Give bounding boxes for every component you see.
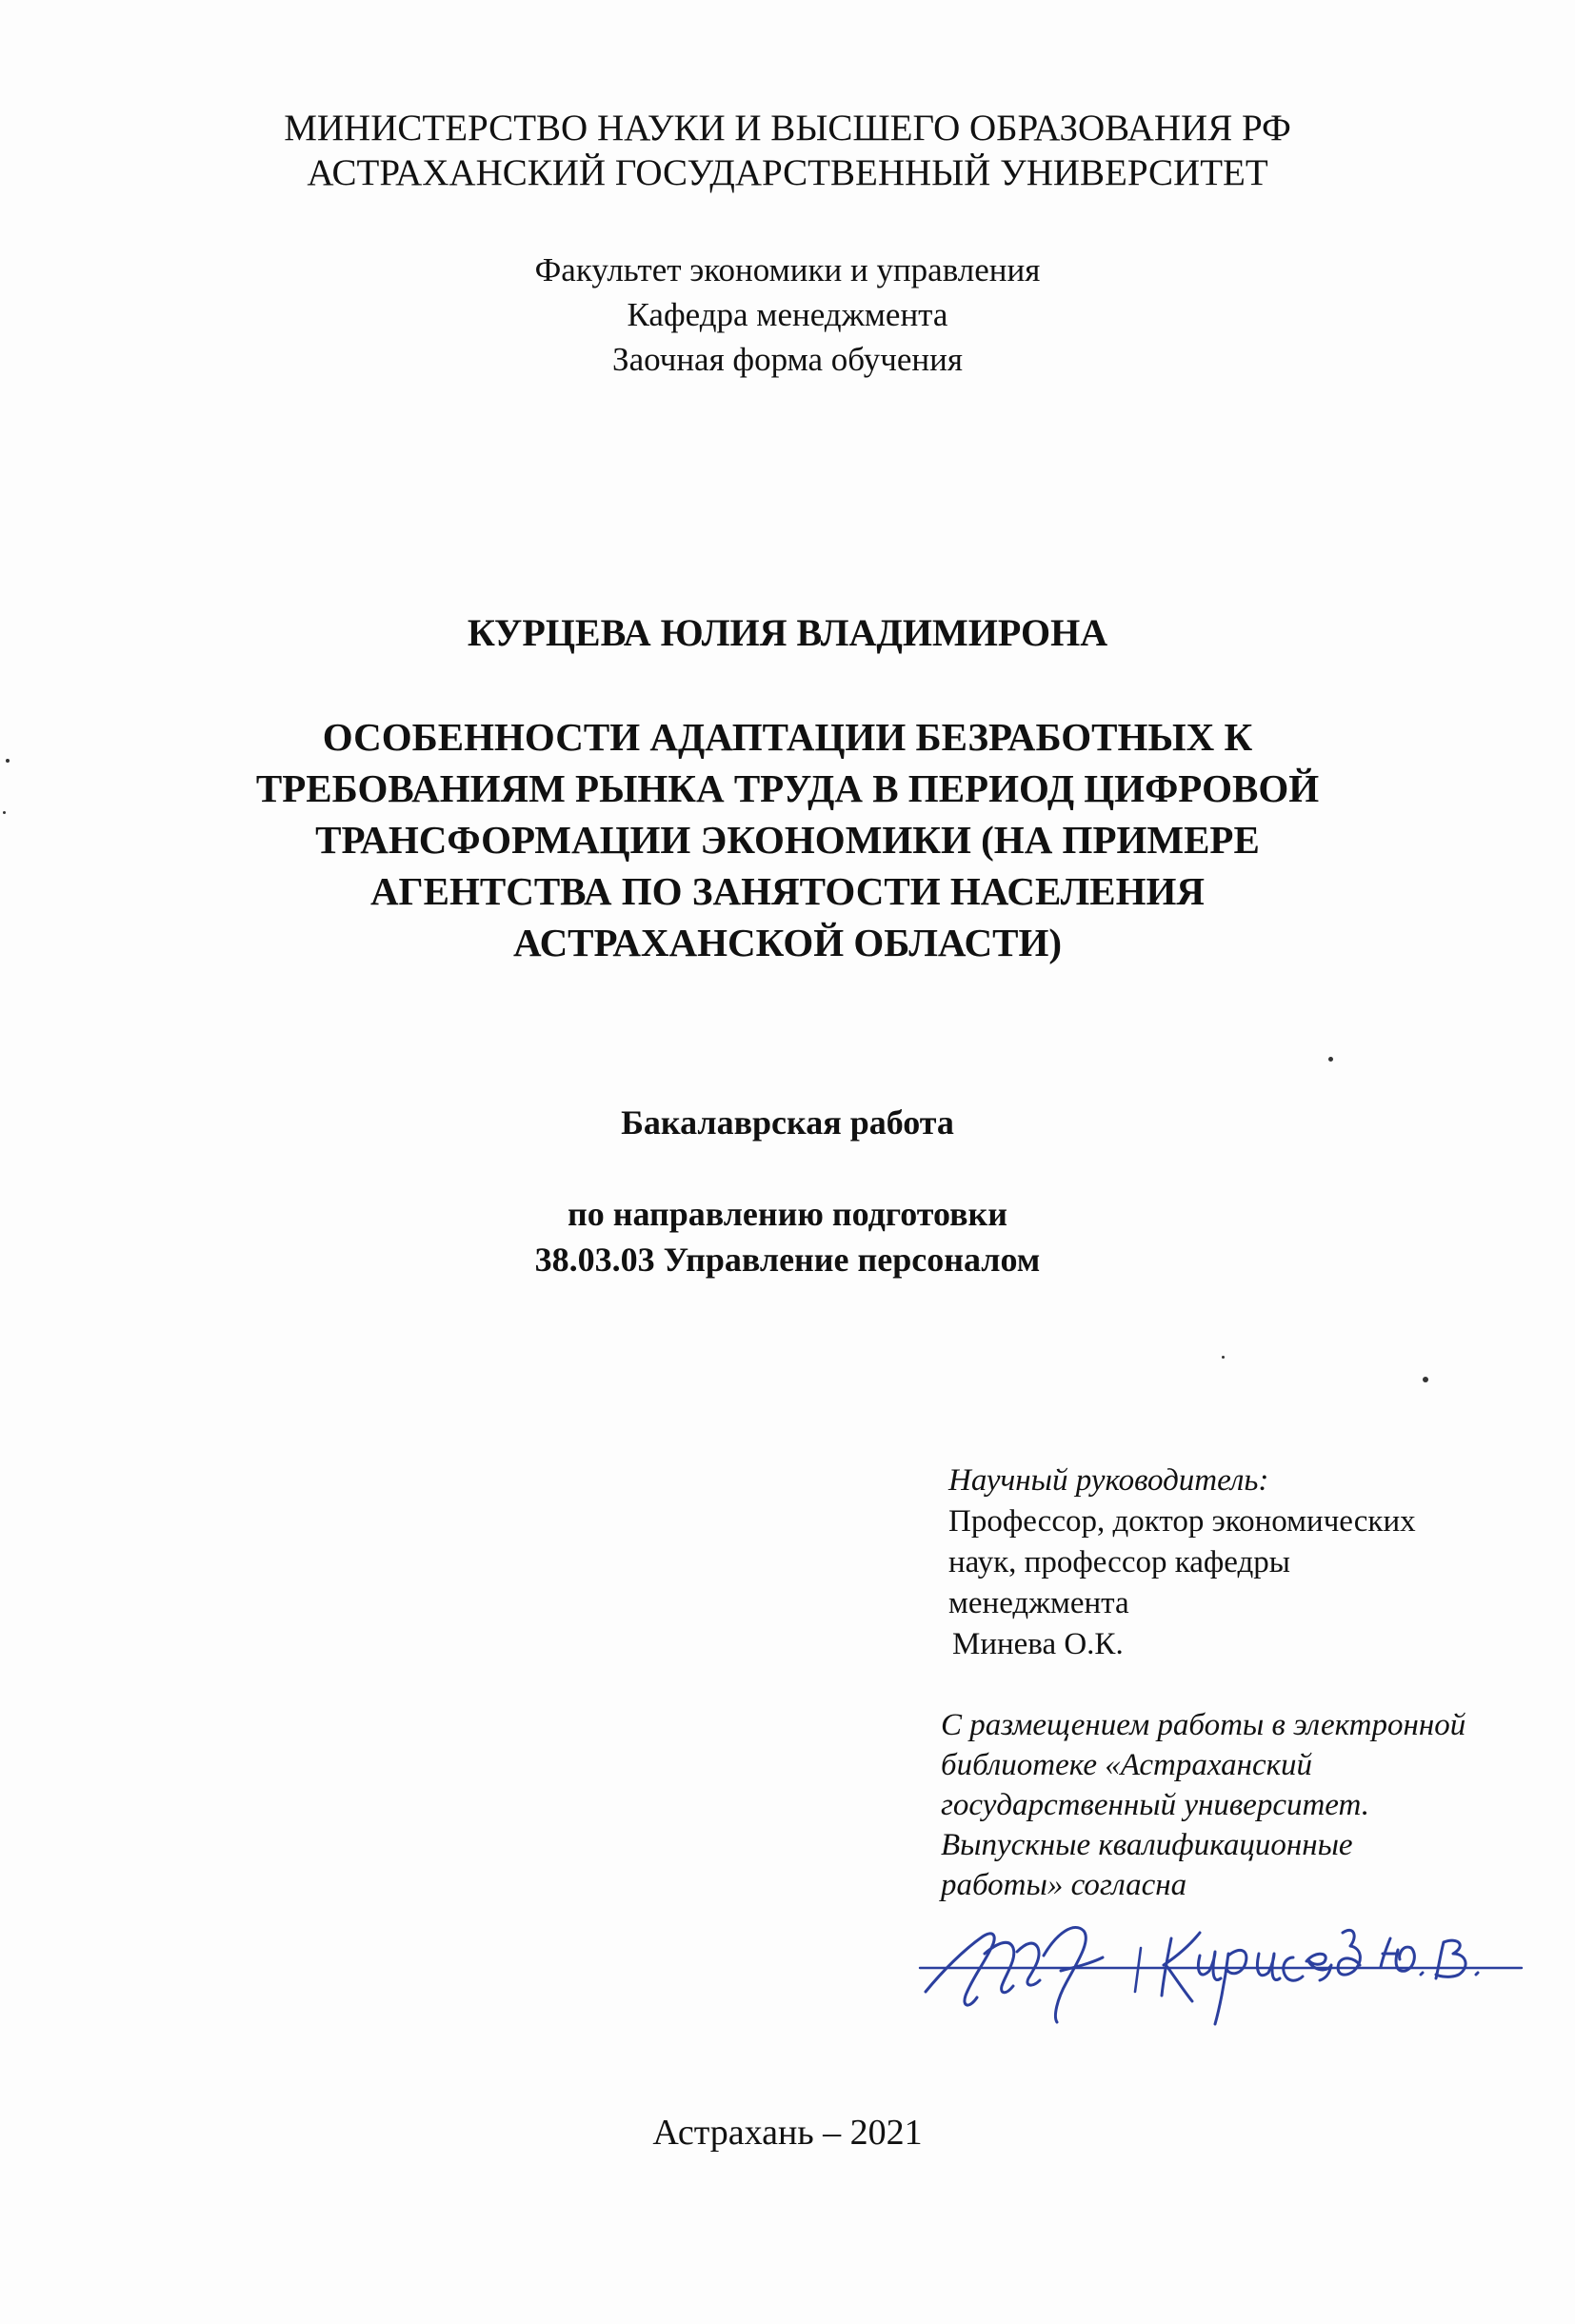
scan-speck [1328, 1057, 1333, 1062]
study-form: Заочная форма обучения [612, 341, 963, 378]
supervisor-line: менеджмента [948, 1586, 1129, 1620]
signature-initials [1381, 1938, 1478, 1978]
title-line: ТРЕБОВАНИЯМ РЫНКА ТРУДА В ПЕРИОД ЦИФРОВОЙ [255, 766, 1320, 810]
title-line: ТРАНСФОРМАЦИИ ЭКОНОМИКИ (НА ПРИМЕРЕ [315, 818, 1260, 862]
direction-code: 38.03.03 Управление персоналом [534, 1241, 1041, 1279]
scan-speck [1222, 1356, 1225, 1359]
faculty-name: Факультет экономики и управления [534, 251, 1041, 288]
signature-surname [1162, 1930, 1360, 2024]
direction-label: по направлению подготовки [567, 1195, 1008, 1233]
scan-speck [3, 811, 6, 814]
handwritten-signature [914, 1904, 1533, 2028]
signature-slash [1135, 1948, 1141, 1992]
scan-speck [6, 759, 10, 763]
consent-line: государственный университет. [941, 1788, 1369, 1822]
title-line: ОСОБЕННОСТИ АДАПТАЦИИ БЕЗРАБОТНЫХ К [322, 715, 1253, 759]
consent-line: библиотеке «Астраханский [941, 1748, 1313, 1782]
supervisor-label: Научный руководитель: [948, 1463, 1269, 1498]
ministry-name: МИНИСТЕРСТВО НАУКИ И ВЫСШЕГО ОБРАЗОВАНИЯ РФ [284, 108, 1291, 149]
scan-speck [1423, 1377, 1428, 1382]
author-name: КУРЦЕВА ЮЛИЯ ВЛАДИМИРОНА [467, 611, 1108, 654]
supervisor-name: Минева О.К. [952, 1627, 1124, 1661]
consent-line: работы» согласна [941, 1868, 1187, 1902]
supervisor-line: наук, профессор кафедры [948, 1545, 1290, 1579]
title-line: АСТРАХАНСКОЙ ОБЛАСТИ) [513, 921, 1062, 964]
consent-line: С размещением работы в электронной [941, 1708, 1466, 1742]
university-name: АСТРАХАНСКИЙ ГОСУДАРСТВЕННЫЙ УНИВЕРСИТЕТ [307, 152, 1268, 193]
city-year: Астрахань – 2021 [652, 2113, 923, 2153]
supervisor-line: Профессор, доктор экономических [948, 1504, 1416, 1539]
title-line: АГЕНТСТВА ПО ЗАНЯТОСТИ НАСЕЛЕНИЯ [369, 869, 1206, 913]
work-type: Бакалаврская работа [621, 1103, 954, 1142]
consent-line: Выпускные квалификационные [941, 1828, 1353, 1862]
signature-scribble [926, 1927, 1103, 2022]
department-name: Кафедра менеджмента [627, 296, 948, 333]
